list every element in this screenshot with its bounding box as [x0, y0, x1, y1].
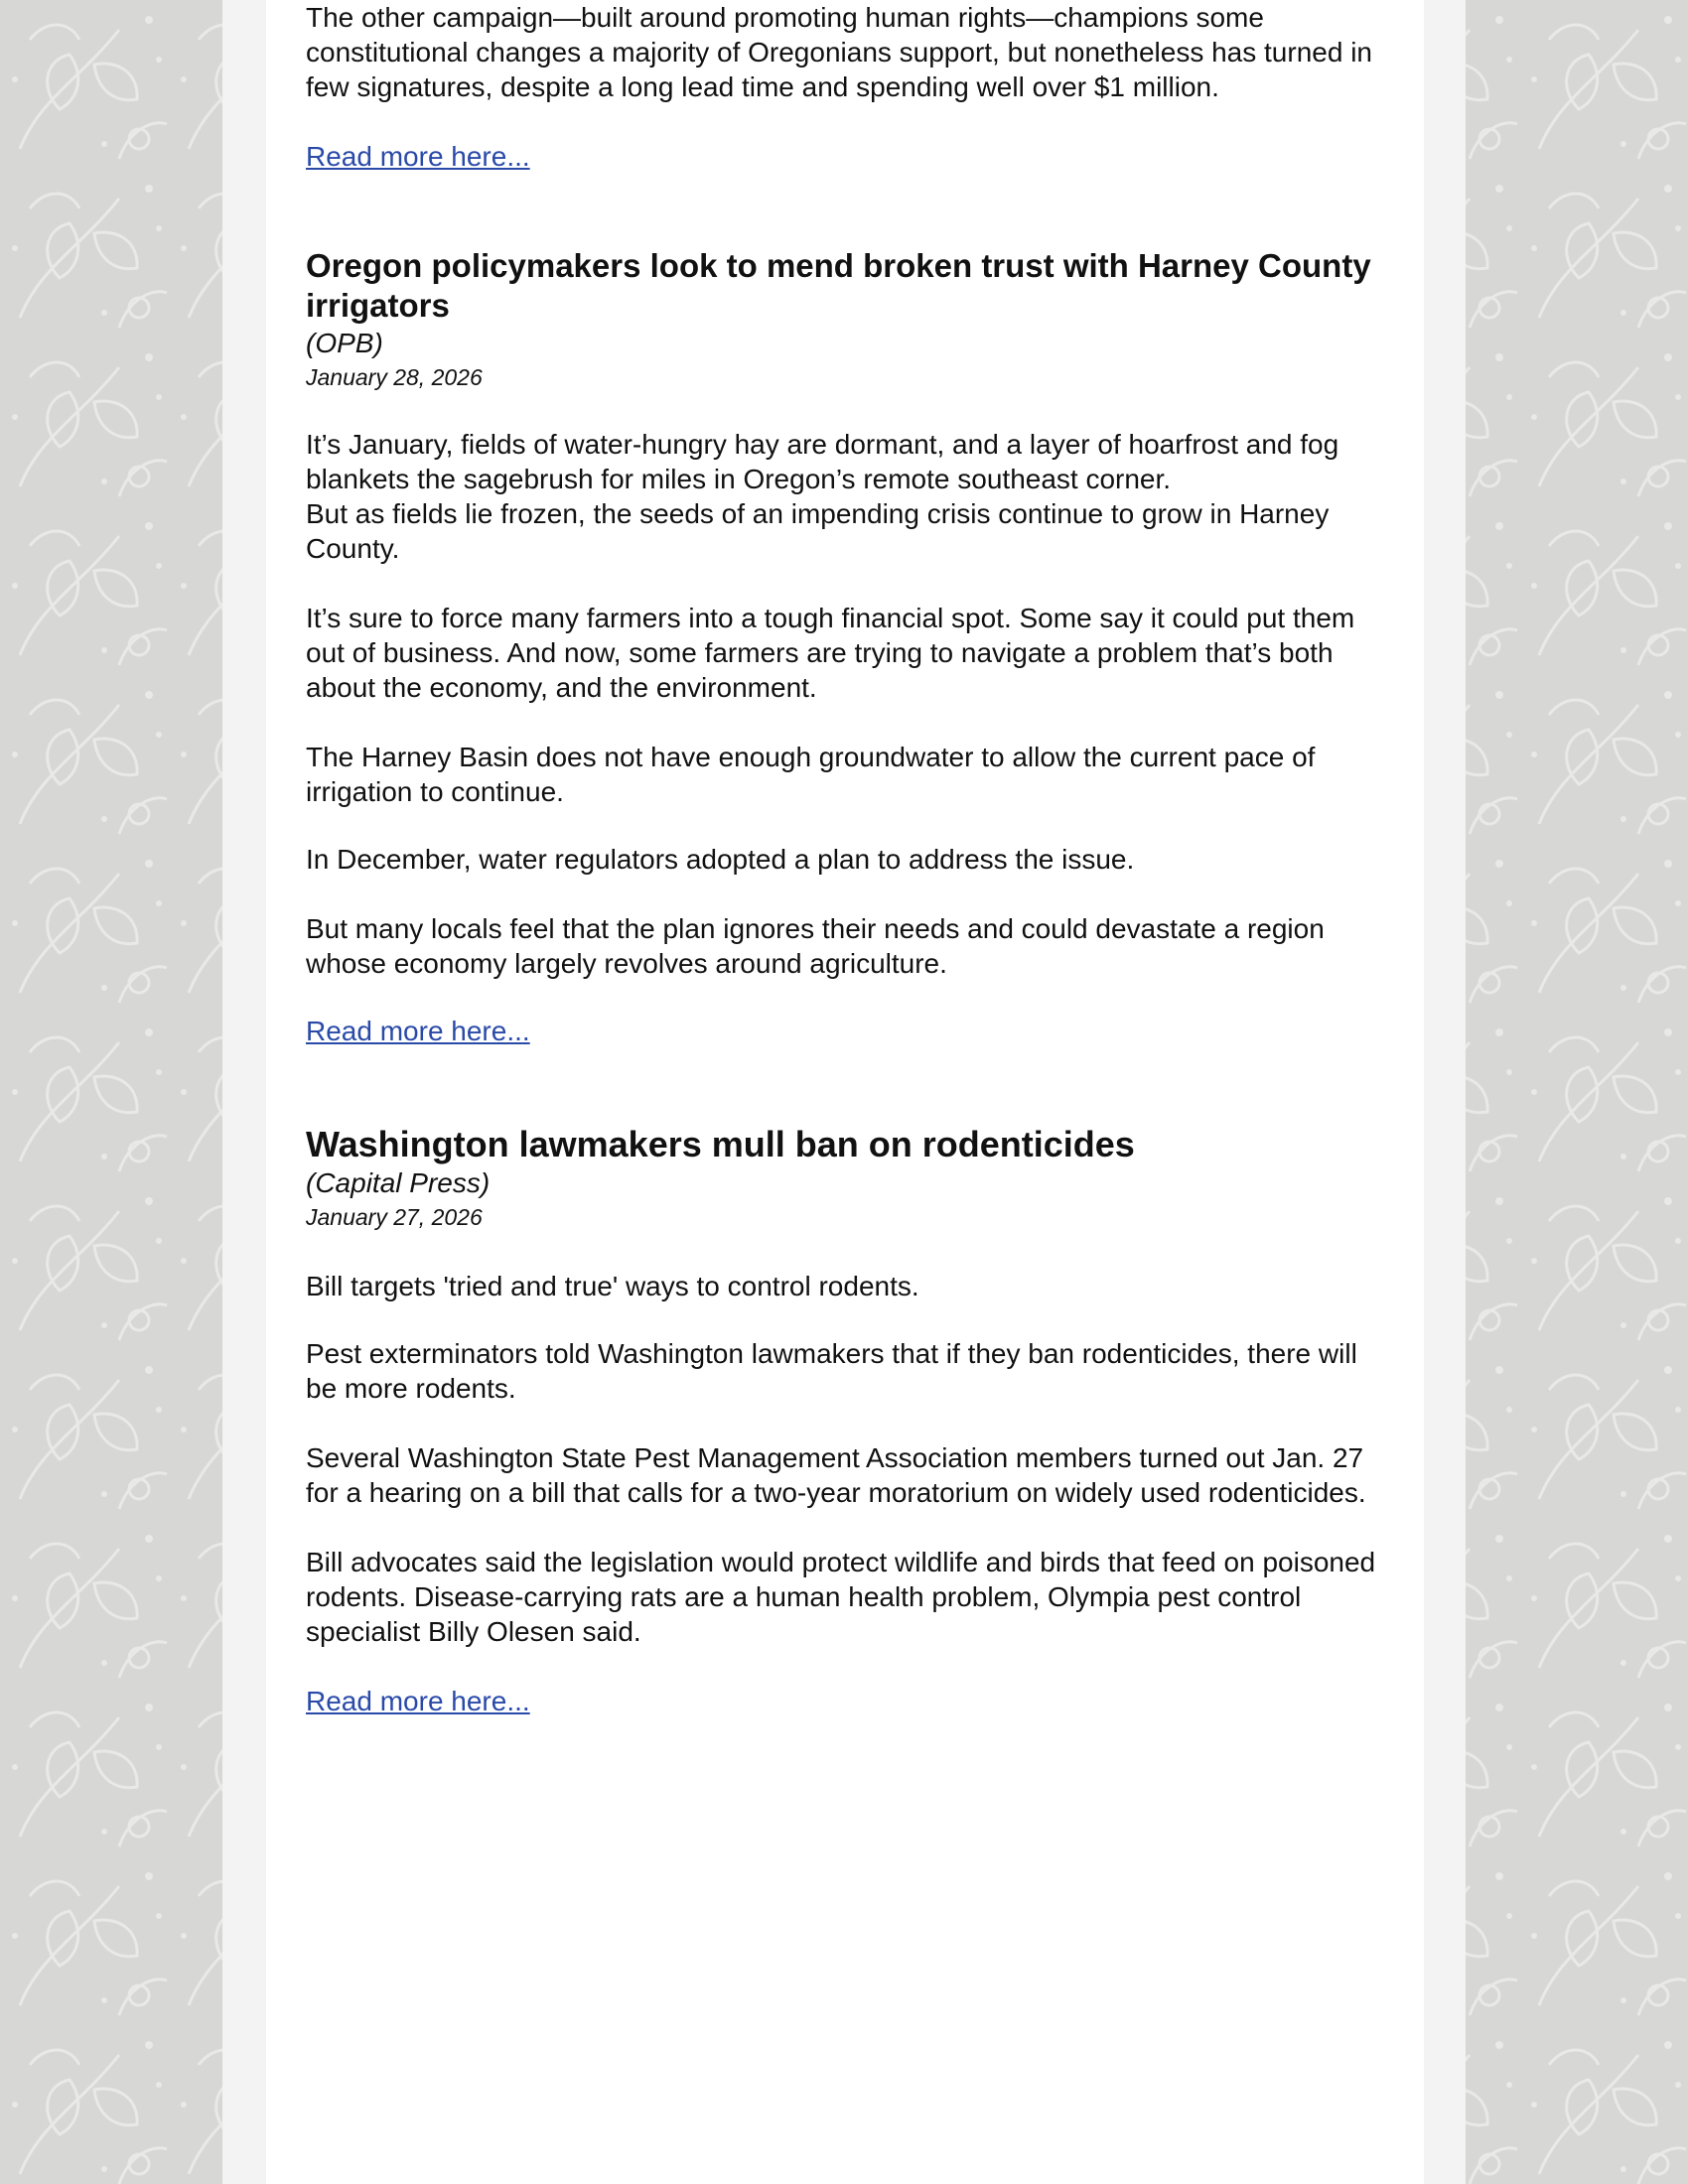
- read-more-link[interactable]: Read more here...: [306, 1686, 530, 1716]
- article-title: Oregon policymakers look to mend broken trust with Harney County irrigators: [306, 247, 1371, 324]
- article-paragraph: It’s January, fields of water-hungry hay are dormant, and a layer of hoarfrost and fog blankets the sagebrush for miles in Oregon’s remote southeast corner.: [306, 429, 1339, 494]
- article-source: (OPB): [306, 328, 383, 358]
- article-paragraph: It’s sure to force many farmers into a tough financial spot. Some say it could put them out of business. And now, some farmers are trying to navigate a problem that’s both about the economy, and the environment.: [306, 603, 1355, 703]
- article-paragraph: Bill advocates said the legislation would protect wildlife and birds that feed on poisoned rodents. Disease-carrying rats are a human health problem, Olympia pest control specialist Billy Olesen said.: [306, 1547, 1376, 1647]
- article-paragraph: But many locals feel that the plan ignores their needs and could devastate a region whose economy largely revolves around agriculture.: [306, 913, 1325, 979]
- read-more-link[interactable]: Read more here...: [306, 1016, 530, 1046]
- article-source: (Capital Press): [306, 1167, 491, 1198]
- intro-paragraph: The other campaign—built around promoting human rights—champions some constitutional changes a majority of Oregonians support, but nonetheless has turned in few signatures, despite a long lead time and spending well over $1 million.: [306, 2, 1372, 102]
- article-paragraph: But as fields lie frozen, the seeds of an impending crisis continue to grow in Harney County.: [306, 498, 1330, 564]
- article-paragraph: Several Washington State Pest Management Association members turned out Jan. 27 for a hearing on a bill that calls for a two-year moratorium on widely used rodenticides.: [306, 1442, 1366, 1508]
- article-rodenticides: [306, 1124, 1380, 1718]
- article-date: January 28, 2026: [306, 364, 483, 390]
- article-paragraph: In December, water regulators adopted a plan to address the issue.: [306, 844, 1135, 875]
- article-paragraph: Pest exterminators told Washington lawmakers that if they ban rodenticides, there will be more rodents.: [306, 1338, 1357, 1404]
- article-paragraph: Bill targets 'tried and true' ways to control rodents.: [306, 1271, 919, 1301]
- article-harney-county: [306, 246, 1380, 1048]
- newsletter-content: [306, 0, 1380, 1718]
- article-title: Washington lawmakers mull ban on rodenticides: [306, 1124, 1135, 1164]
- article-date: January 27, 2026: [306, 1204, 483, 1230]
- read-more-link[interactable]: Read more here...: [306, 141, 530, 172]
- article-paragraph: The Harney Basin does not have enough groundwater to allow the current pace of irrigation to continue.: [306, 742, 1316, 807]
